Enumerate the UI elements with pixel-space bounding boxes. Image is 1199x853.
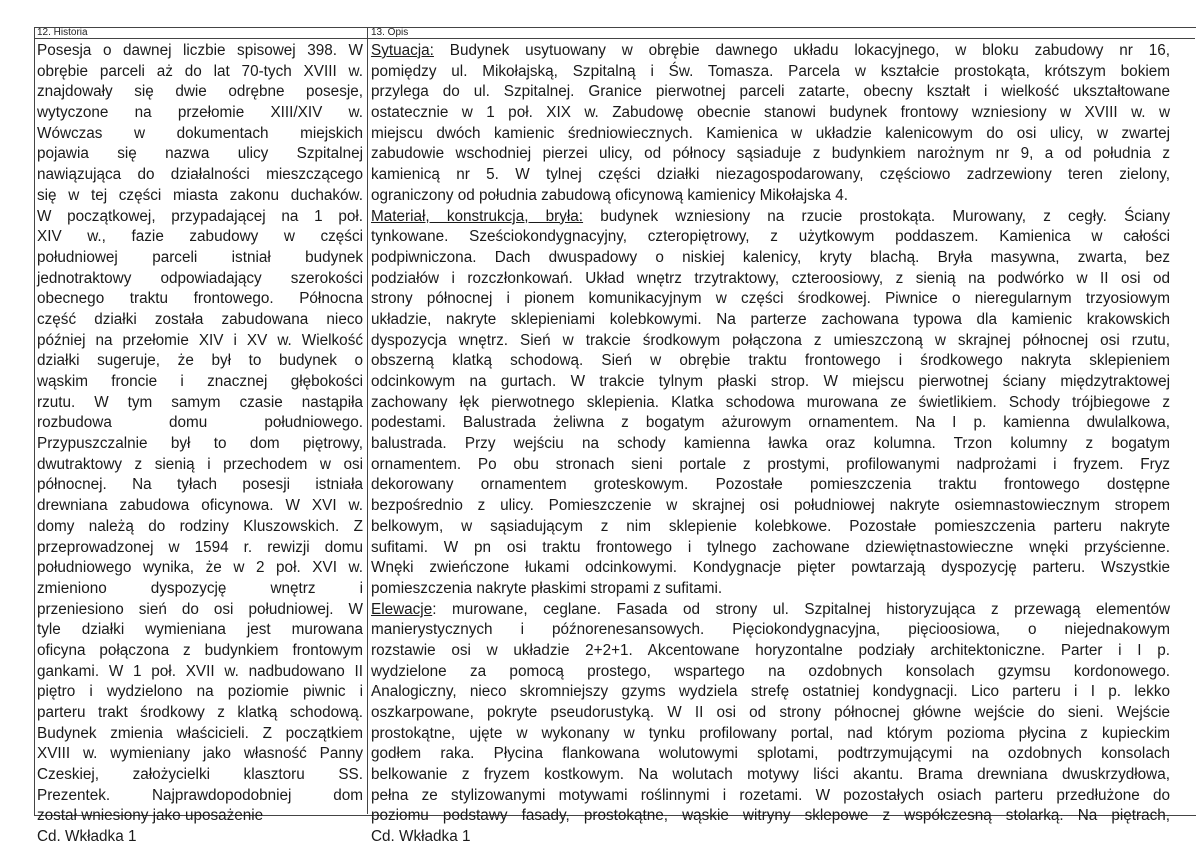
opis-line <box>371 289 1170 310</box>
historia-line: XVIII w. wymieniany jako własność Panny <box>37 745 363 763</box>
opis-line-text: wydzielone za pomocą prostego, wspartego na ozdobnych konsolach gzymsu kordonowego. <box>371 662 1170 680</box>
historia-line: rozbudowa domu południowego. <box>37 414 363 432</box>
opis-line <box>371 269 1170 290</box>
opis-line-text: budynek wzniesiony na rzucie prostokąta. Murowany, z cegły. Ściany <box>583 207 1170 225</box>
historia-line: Przypuszczalnie był to dom piętrowy, <box>37 435 363 453</box>
opis-line <box>371 662 1170 683</box>
historia-line: obrębie parceli aż do lat 70-tych XVIII w. <box>37 62 363 80</box>
opis-line <box>371 62 1170 83</box>
historia-line: działki sugeruje, że był to budynek o <box>37 352 363 370</box>
opis-line <box>371 517 1170 538</box>
opis-line-text: zabudowie wschodniej pierzei ulicy, od północy sąsiaduje z budynkiem narożnym nr 9, a od południa z <box>371 145 1170 163</box>
opis-line-text: Analogiczny, nieco skromniejszy gzyms wydziela strefę ostatniej kondygnacji. Lico parteru i I p. lekko <box>371 683 1170 701</box>
opis-line <box>371 682 1170 703</box>
opis-line-text: rozstawie osi w układzie 2+2+1. Akcentowane horyzontalne podziały architektoniczne. Parter i I p. <box>371 641 1170 659</box>
opis-line <box>371 248 1170 269</box>
opis-line <box>371 496 1170 517</box>
historia-line: piętro i wydzielono na poziomie piwnic i <box>37 683 363 701</box>
historia-line: drewniana zabudowa oficynowa. W XVI w. <box>37 497 363 515</box>
historia-line: południowego wynika, że w 2 poł. XVI w. <box>37 559 363 577</box>
historia-line: wytyczone na przełomie XIII/XIV w. <box>37 104 363 122</box>
section-heading: Sytuacja: <box>371 42 434 59</box>
historia-line: jednotraktowy odpowiadający szerokości <box>37 269 363 287</box>
historia-header: 12. Historia <box>37 27 88 38</box>
opis-line-text: ornamentem. Po obu stronach sieni portale z prostymi, profilowanymi nadprożami i fryzem. Fryz <box>371 455 1170 473</box>
opis-line-text: układzie, nakryte sklepieniami kolebkowymi. Na parterze zachowana typowa dla kamienic krakowskich <box>371 310 1170 328</box>
opis-line <box>371 475 1170 496</box>
opis-line <box>371 538 1170 559</box>
historia-line: dwutraktowy z sienią i przechodem w osi <box>37 455 363 473</box>
opis-line <box>371 82 1170 103</box>
opis-line-text: oszkarpowane, pokryte pseudorustyką. W II osi od strony północnej główne wejście do sieni. Wejście <box>371 704 1170 721</box>
opis-line-text: odcinkowym na gurtach. W trakcie tylnym płaski strop. W miejscu pierwotnej ściany międzytraktowej <box>371 373 1170 390</box>
opis-line-text: Cd. Wkładka 1 <box>371 828 471 846</box>
opis-line <box>371 600 1170 621</box>
opis-line <box>371 372 1170 393</box>
historia-line: północnej. Na tyłach posesji istniała <box>37 476 363 494</box>
opis-line-text: kamienicą nr 5. W tylnej części działki niezagospodarowany, częściowo zadrzewiony teren zielony, <box>371 166 1170 184</box>
header-divider <box>34 38 1195 39</box>
opis-line-text: przylega do ul. Szpitalnej. Granice pierwotnej parceli zatarte, obecny kształt i wielkość ukształtowane <box>371 83 1170 101</box>
opis-line <box>371 724 1170 745</box>
opis-line <box>371 455 1170 476</box>
opis-line-text: tynkowane. Sześciokondygnacyjny, czteropiętrowy, z użytkowym poddaszem. Kamienica w całości <box>371 228 1170 246</box>
historia-line: Budynek zmienia właścicieli. Z początkiem <box>37 724 363 742</box>
opis-line-text: poziomu podstawy fasady, prostokątne, wąskie witryny sklepowe z współczesną stolarką. Na piętrach, <box>371 807 1170 825</box>
opis-line-text: godłem raka. Płycina flankowana wolutowymi splotami, podtrzymującymi na ozdobnych konsolach <box>371 745 1170 763</box>
opis-line-text: pomiędzy ul. Mikołajską, Szpitalną i Św. Tomasza. Parcela w kształcie prostokąta, krótszym bokiem <box>371 62 1170 80</box>
opis-line-text: ostatecznie w 1 poł. XIX w. Zabudowę obecnie stanowi budynek frontowy wzniesiony w XVIII w. w <box>371 104 1170 122</box>
opis-line-text: podziałów i rozczłonkowań. Układ wnętrz trzytraktowy, czteroosiowy, z sienią na podwórko w II osi od <box>371 269 1170 287</box>
opis-line <box>371 827 1170 848</box>
historia-line: domy należą do rodziny Kluszowskich. Z <box>37 517 363 535</box>
historia-line: tyle działki wymieniana jest murowana <box>37 621 363 639</box>
opis-line-text: podestami. Balustrada żeliwna z bogatym ażurowym ornamentem. Na I p. kamienna dwulalkowa, <box>371 414 1170 432</box>
opis-line <box>371 806 1170 827</box>
opis-line <box>371 620 1170 641</box>
opis-line <box>371 744 1170 765</box>
opis-line-text: pełna ze stylizowanymi motywami roślinnymi i rozetami. W pozostałych osiach parteru przedłużone do <box>371 786 1170 804</box>
opis-line-text: miejscu dwóch kamienic średniowiecznych. Kamienica w układzie kalenicowym do osi ulicy, w zwartej <box>371 124 1170 142</box>
historia-line: W początkowej, przypadającej na 1 poł. <box>37 207 363 225</box>
opis-line <box>371 331 1170 352</box>
historia-line: się w tej części miasta zakonu duchaków. <box>37 186 363 204</box>
opis-line-text: dekorowany ornamentem groteskowym. Pozostałe pomieszczenia traktu frontowego dostępne <box>371 476 1170 494</box>
historia-line: znajdowały się dwie odrębne posesje, <box>37 83 363 101</box>
opis-line-text: manierystycznych i późnorenesansowych. Pięciokondygnacyjna, pięcioosiowa, o niejednakowym <box>371 621 1170 639</box>
historia-line: został wniesiony jako uposażenie <box>37 807 264 825</box>
opis-line-text: Wnęki zwieńczone łukami odcinkowymi. Kondygnacje pięter powtarzają dyspozycję parteru. Wszystkie <box>371 559 1170 577</box>
opis-line <box>371 434 1170 455</box>
historia-column <box>37 41 363 848</box>
historia-line: przeniesiono sień do osi południowej. W <box>37 600 363 618</box>
opis-line <box>371 310 1170 331</box>
section-heading: Elewacje <box>371 600 433 618</box>
section-heading: Materiał, konstrukcja, bryła: <box>371 207 584 225</box>
opis-line <box>371 144 1170 165</box>
opis-line <box>371 413 1170 434</box>
historia-line: Wówczas w dokumentach miejskich <box>37 124 363 142</box>
historia-line: obecnego traktu frontowego. Północna <box>37 290 363 308</box>
historia-line: pojawia się nazwa ulicy Szpitalnej <box>37 145 363 163</box>
opis-line-text: podpiwniczona. Dach dwuspadowy o niskiej kalenicy, kryty blachą. Bryła masywna, zwarta, bez <box>371 248 1170 266</box>
opis-line-text: belkowym, w sąsiadującym z nim sklepienie kolebkowe. Pozostałe pomieszczenia parteru nakryte <box>371 517 1170 535</box>
opis-line <box>371 124 1170 145</box>
opis-line <box>371 393 1170 414</box>
historia-line: południowej parceli istniał budynek <box>37 248 363 266</box>
opis-line <box>371 103 1170 124</box>
historia-line: XIV w., fazie zabudowy w części <box>37 228 363 246</box>
opis-line-text: zachowany łęk pierwotnego sklepienia. Klatka schodowa murowana ze świetlikiem. Schody trójbiegowe z <box>371 393 1170 411</box>
opis-line <box>371 765 1170 786</box>
historia-line: gankami. W 1 poł. XVII w. nadbudowano II <box>37 662 363 680</box>
opis-line-text: sufitami. W pn osi traktu frontowego i tylnego zachowane dziewiętnastowieczne wnęki przyścienne. <box>371 538 1170 556</box>
opis-line <box>371 351 1170 372</box>
opis-line-text: ograniczony od południa zabudową oficynową kamienicy Mikołajska 4. <box>371 186 849 204</box>
opis-line <box>371 207 1170 228</box>
opis-line <box>371 558 1170 579</box>
opis-column <box>371 41 1170 848</box>
opis-line-text: dyspozycja wnętrz. Sień w trakcie środkowym połączona z umieszczoną w skrajnej północnej osi rzutu, <box>371 331 1170 349</box>
opis-line-text: strony północnej i pionem komunikacyjnym w części środkowej. Piwnice o nieregularnym trzyosiowym <box>371 290 1170 308</box>
historia-line: zmieniono dyspozycję wnętrz i <box>37 579 363 597</box>
opis-line <box>371 41 1170 62</box>
historia-line: Posesja o dawnej liczbie spisowej 398. W <box>37 42 363 59</box>
historia-line: wąskim froncie i znacznej głębokości <box>37 373 363 390</box>
historia-line: oficyna połączona z budynkiem frontowym <box>37 641 363 659</box>
opis-line-text: obszerną klatką schodową. Sień w obrębie traktu frontowego i środkowego nakryta sklepieniem <box>371 352 1170 370</box>
opis-line-text: pomieszczenia nakryte płaskimi stropami z sufitami. <box>371 579 723 597</box>
opis-line <box>371 703 1170 724</box>
opis-line-text: : murowane, ceglane. Fasada od strony ul. Szpitalnej historyzująca z przewagą elementów <box>432 600 1170 618</box>
historia-line: przeprowadzonej w 1594 r. rewizji domu <box>37 538 363 556</box>
opis-header: 13. Opis <box>371 27 409 38</box>
opis-line <box>371 165 1170 186</box>
historia-line: parteru trakt środkowy z klatką schodową. <box>37 704 363 721</box>
opis-line-text: prostokątne, ujęte w wykonany w tynku profilowany portal, nad którym pozioma płycina z kupieckim <box>371 724 1170 742</box>
opis-line <box>371 786 1170 807</box>
column-divider <box>367 27 368 814</box>
opis-line <box>371 641 1170 662</box>
opis-line-text: belkowanie z fryzem kostkowym. Na wolutach motywy liści akantu. Brama drewniana dwuskrzydłowa, <box>371 766 1170 784</box>
historia-line: Prezentek. Najprawdopodobniej dom <box>37 786 363 804</box>
historia-line: część działki została zabudowana nieco <box>37 310 363 328</box>
opis-line-text: balustrada. Przy wejściu na schody kamienna ławka oraz kolumna. Trzon kolumny z bogatym <box>371 435 1170 453</box>
opis-line-text: Budynek usytuowany w obrębie dawnego układu lokacyjnego, w bloku zabudowy nr 16, <box>433 42 1170 59</box>
historia-line: nawiązująca do działalności mieszczącego <box>37 166 363 184</box>
opis-line <box>371 227 1170 248</box>
historia-line: Czeskiej, założycielki klasztoru SS. <box>37 766 363 784</box>
opis-line <box>371 579 1170 600</box>
opis-line-text: bezpośrednio z ulicy. Pomieszczenie w skrajnej osi południowej nakryte osiemnastowiecznym stropem <box>371 497 1170 515</box>
opis-line <box>371 186 1170 207</box>
historia-line: później na przełomie XIV i XV w. Wielkość <box>37 331 363 349</box>
historia-line: rzutu. W tym samym czasie nastąpiła <box>37 393 363 411</box>
historia-line: Cd. Wkładka 1 <box>37 828 137 846</box>
